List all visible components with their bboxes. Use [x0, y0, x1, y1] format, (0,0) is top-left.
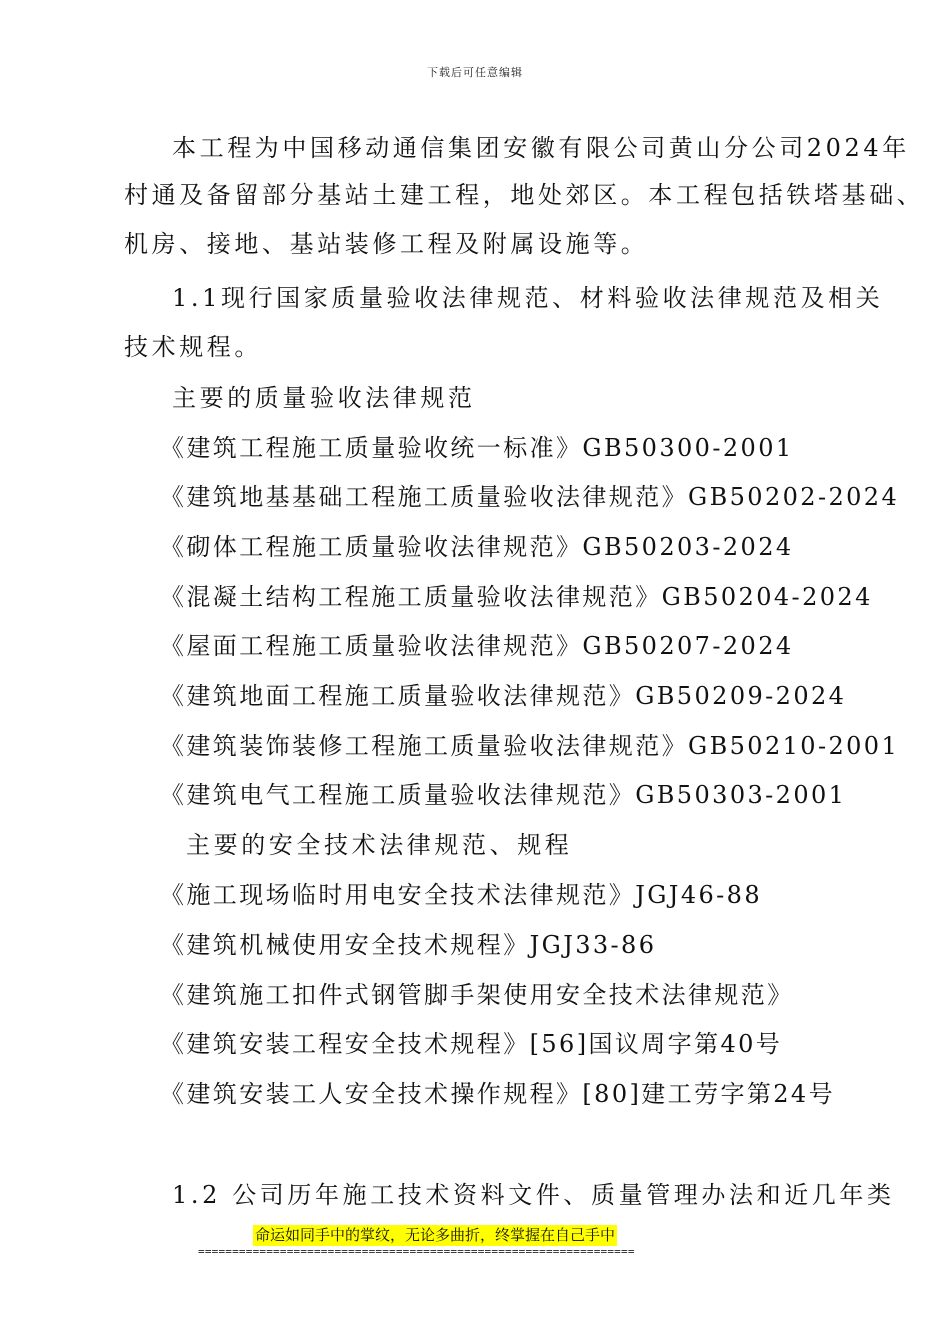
quality-standard-item: 《屋面工程施工质量验收法律规范》GB50207-2024 [160, 632, 794, 660]
quality-standard-item: 《砌体工程施工质量验收法律规范》GB50203-2024 [160, 533, 794, 561]
intro-paragraph-line-1: 本工程为中国移动通信集团安徽有限公司黄山分公司2024年 [172, 134, 910, 162]
safety-standard-item: 《建筑机械使用安全技术规程》JGJ33-86 [160, 931, 657, 959]
quality-standard-item: 《建筑装饰装修工程施工质量验收法律规范》GB50210-2001 [160, 732, 900, 760]
section-1-1-line-1: 1.1现行国家质量验收法律规范、材料验收法律规范及相关 [172, 284, 884, 312]
safety-standard-item: 《建筑施工扣件式钢管脚手架使用安全技术法律规范》 [160, 981, 794, 1009]
quality-standards-heading: 主要的质量验收法律规范 [172, 384, 476, 412]
intro-paragraph-line-2: 村通及备留部分基站土建工程，地处郊区。本工程包括铁塔基础、 [124, 181, 925, 209]
footer-quote-highlight: 命运如同手中的掌纹，无论多曲折，终掌握在自己手中 [255, 1226, 616, 1244]
safety-standard-item: 《建筑安装工程安全技术规程》[56]国议周字第40号 [160, 1030, 783, 1058]
quality-standard-item: 《建筑工程施工质量验收统一标准》GB50300-2001 [160, 434, 794, 462]
quality-standard-item: 《混凝土结构工程施工质量验收法律规范》GB50204-2024 [160, 583, 873, 611]
quality-standard-item: 《建筑地面工程施工质量验收法律规范》GB50209-2024 [160, 682, 847, 710]
section-1-1-line-2: 技术规程。 [124, 333, 262, 361]
section-1-2-line-1: 1.2 公司历年施工技术资料文件、质量管理办法和近几年类 [172, 1181, 895, 1209]
safety-standard-item: 《建筑安装工人安全技术操作规程》[80]建工劳字第24号 [160, 1080, 836, 1108]
intro-paragraph-line-3: 机房、接地、基站装修工程及附属设施等。 [124, 230, 649, 258]
safety-standard-item: 《施工现场临时用电安全技术法律规范》JGJ46-88 [160, 881, 762, 909]
page-header: 下载后可任意编辑 [427, 66, 523, 79]
quality-standard-item: 《建筑电气工程施工质量验收法律规范》GB50303-2001 [160, 781, 847, 809]
safety-standards-heading: 主要的安全技术法律规范、规程 [186, 831, 573, 859]
footer-divider-rule: ================================================================ [198, 1245, 635, 1258]
quality-standard-item: 《建筑地基基础工程施工质量验收法律规范》GB50202-2024 [160, 483, 900, 511]
